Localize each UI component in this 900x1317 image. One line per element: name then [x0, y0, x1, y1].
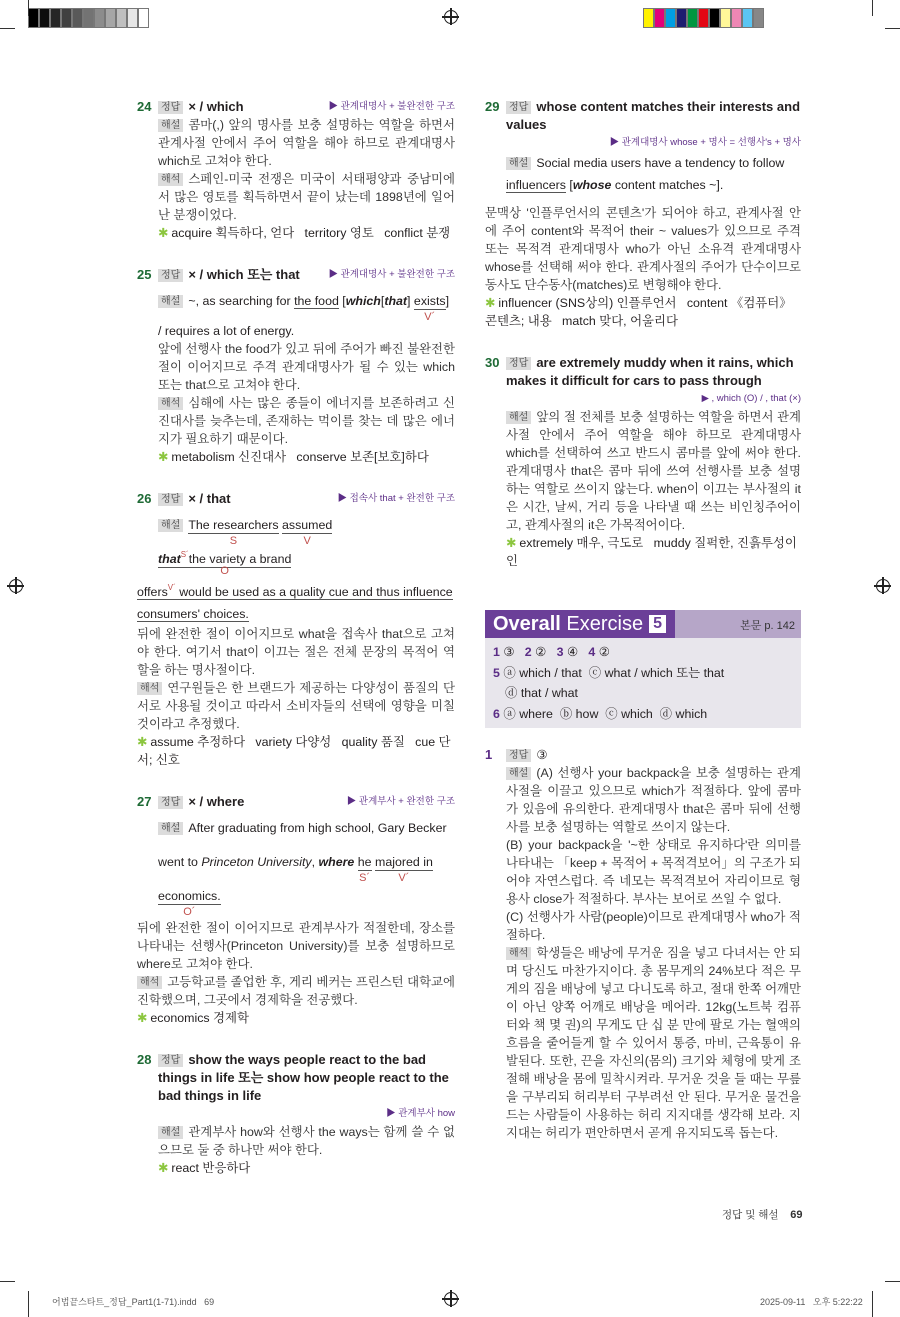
translation: 학생들은 배낭에 무거운 짐을 넣고 다녀서는 안 되며 당신도 마찬가지이다. 총 몸무게의 24%보다 적은 무게의 짐을 배낭에 넣고 다니도록 하고, 절대 한쪽 어깨만이 아닌 양쪽 어깨로 배낭을 메어라. 12kg(노트북 컴퓨터와 책 몇 권)의 무게도 단 십 분 만에 팔로 가는 혈액의 흐름을 줄어들게 할 수 있어서 통증, 마비, 근육통이 유발된다. 또한, 끈을 자신의(몸의) 크기와 체형에 맞게 조절해 배낭을 몸에 밀착시켜라. 무거운 것을 들 때는 무릎을 구부리되 허리부터 구부려선 안 된다. 무거운 물건을 드는 사람들이 사용하는 허리 지지대를 생각해 보라. 지지대는 허리가 편안하면서 곧게 유지되도록 돕는다.: [506, 946, 801, 1140]
sentence-part: Social media users have a tendency to follow: [536, 156, 785, 170]
sentence-continued: / requires a lot of energy.: [158, 324, 295, 338]
vocab-star-icon: ✱: [158, 226, 169, 240]
sentence-part: ~, as searching for: [188, 294, 295, 308]
vocab-star-icon: ✱: [137, 735, 148, 749]
translate-tag: 해석: [506, 947, 531, 960]
exercise-number: 5: [649, 615, 666, 633]
translate-tag: 해석: [158, 173, 183, 186]
crop-mark: [28, 0, 29, 16]
place-name: Princeton University: [201, 855, 312, 869]
translation: 연구원들은 한 브랜드가 제공하는 다양성이 품질의 단서로 사용될 것이고 따라서 소비자들의 선택에 영향을 미칠 것이라고 추정했다.: [137, 681, 455, 731]
explain-tag: 해설: [158, 295, 183, 308]
answer-value: ③: [503, 645, 515, 659]
crop-mark: [0, 1281, 15, 1282]
explanation: 문맥상 '인플루언서의 콘텐츠'가 되어야 하고, 관계사절 안에 주어 content와 목적어 their ~ values가 있으므로 주격 또는 목적격 관계대명사 who가 아닌 소유격 관계대명사 whose를 선택해 써야 한다. 관계사절의 주어가 단수이므로 동사도 단수동사(matches)로 변형해야 한다.: [485, 206, 801, 292]
answer-tag: 정답: [158, 101, 183, 114]
answer-tag: 정답: [506, 357, 531, 370]
explanation: 앞에 선행사 the food가 있고 뒤에 주어가 빠진 불완전한 절이 이어지므로 주격 관계대명사가 될 수 있는 which 또는 that으로 고쳐야 한다.: [158, 342, 455, 392]
vocab-star-icon: ✱: [137, 1011, 148, 1025]
translation: 스페인-미국 전쟁은 미국이 서태평양과 중남미에서 많은 영토를 획득하면서 끝이 났는데 1898년에 일어난 분쟁이었다.: [158, 172, 455, 222]
antecedent-underline: influencers: [506, 178, 566, 192]
answer-item-28: [137, 1051, 455, 1177]
answer-item-30: [485, 354, 801, 570]
subject-underline: [188, 517, 279, 547]
relative-adverb: where: [318, 855, 355, 869]
answer-number: 2: [524, 645, 532, 659]
verb: assumed: [282, 518, 333, 532]
answer-value: ⓐ where ⓑ how ⓒ which ⓓ which: [503, 706, 708, 721]
syntax-label: V´: [398, 872, 410, 884]
grammar-note: ▶ 관계부사 + 완전한 구조: [346, 796, 455, 807]
color-swatch: [83, 8, 94, 28]
vocabulary: extremely 매우, 극도로 muddy 질퍽한, 진흙투성이인: [506, 536, 797, 568]
color-swatch: [720, 8, 731, 28]
answer-text: ③: [536, 748, 548, 762]
conjunction: that: [158, 552, 181, 566]
answer-text: × / which 또는 that: [188, 267, 300, 282]
answer-item-27: [137, 793, 455, 1027]
answer-value: ④: [566, 645, 579, 659]
vocabulary: react 반응하다: [171, 1161, 251, 1175]
registration-mark-icon: [444, 10, 458, 24]
grammar-note: ▶ 관계대명사 + 불완전한 구조: [328, 101, 455, 112]
vocabulary: acquire 획득하다, 얻다 territory 영토 conflict 분쟁: [171, 226, 451, 240]
answer-text: show the ways people react to the bad things in life 또는 show how people react to the bad things in life: [158, 1052, 449, 1103]
translate-tag: 해석: [137, 682, 162, 695]
answer-value: ②: [535, 645, 547, 659]
verb-underline: [413, 293, 446, 323]
vocab-star-icon: ✱: [485, 296, 496, 310]
sentence-part: offers: [137, 585, 168, 599]
vocabulary: influencer (SNS상의) 인플루언서 content 《컴퓨터》 콘텐츠; 내용 match 맞다, 어울리다: [485, 296, 796, 328]
page-number: 69: [790, 1209, 803, 1221]
answer-number: 1: [493, 645, 500, 659]
subject: The researchers: [188, 518, 279, 532]
object-underline: consumers' choices.: [137, 607, 249, 621]
antecedent-underline: the food: [294, 294, 339, 308]
running-footer: [722, 1207, 802, 1222]
explanation-c: (C) 선행사가 사람(people)이므로 관계대명사 who가 적절하다.: [506, 910, 801, 942]
left-column: [137, 98, 455, 1201]
syntax-label: O´: [183, 906, 196, 918]
sentence-part: content matches ~].: [611, 178, 724, 192]
sentence-part: would be used as a quality cue and thus influence: [179, 585, 453, 599]
title-rest: Exercise: [560, 613, 644, 635]
color-swatch: [687, 8, 698, 28]
registration-mark-icon: [876, 579, 890, 593]
color-swatch: [643, 8, 654, 28]
explain-tag: 해설: [506, 411, 531, 424]
color-swatch: [105, 8, 116, 28]
answer-number: 6: [493, 706, 500, 721]
item-number: 26: [137, 491, 152, 506]
verb: majored in: [375, 855, 433, 869]
translation: 심해에 사는 많은 종들이 에너지를 보존하려고 신진대사를 늦추는데, 존재하는 먹이를 찾는 데 많은 에너지가 필요하기 때문이다.: [158, 396, 455, 446]
color-swatch: [28, 8, 39, 28]
vocab-star-icon: ✱: [158, 1161, 169, 1175]
crop-mark: [28, 1291, 29, 1317]
exercise-answer-1: [485, 746, 801, 1142]
vocab-star-icon: ✱: [506, 536, 517, 550]
vocabulary: economics 경제학: [150, 1011, 249, 1025]
grammar-note: ▶ 관계부사 how: [386, 1108, 455, 1119]
color-swatch: [753, 8, 764, 28]
color-swatch: [94, 8, 105, 28]
crop-mark: [872, 0, 873, 16]
object-underline: [158, 547, 292, 577]
grammar-note: ▶ 관계대명사 whose + 명사 = 선행사's + 명사: [609, 137, 801, 148]
answer-tag: 정답: [158, 493, 183, 506]
sentence-part: [: [565, 178, 573, 192]
object-underline: [137, 585, 453, 600]
sentence-part: [: [380, 294, 385, 308]
color-swatch: [698, 8, 709, 28]
answer-item-24: [137, 98, 455, 242]
color-swatch: [742, 8, 753, 28]
answer-text: whose content matches their interests and values: [506, 99, 801, 132]
print-slug: [0, 1267, 900, 1317]
color-swatch: [61, 8, 72, 28]
item-number: 24: [137, 99, 152, 114]
verb: exists: [413, 294, 446, 308]
relative-pronoun: whose: [572, 178, 612, 192]
answer-text: × / which: [188, 99, 244, 114]
color-swatch: [138, 8, 149, 28]
item-number: 1: [485, 747, 493, 762]
object: economics.: [158, 889, 221, 903]
page-footer: [0, 1207, 900, 1247]
explanation: 뒤에 완전한 절이 이어지므로 관계부사가 적절한데, 장소를 나타내는 선행사(Princeton University)를 보충 설명하므로 where로 고쳐야 한다.: [137, 921, 455, 971]
answer-tag: 정답: [158, 1054, 183, 1067]
item-number: 27: [137, 794, 152, 809]
color-swatch: [676, 8, 687, 28]
explain-tag: 해설: [158, 119, 183, 132]
syntax-label: S´: [180, 550, 189, 559]
sentence-part: After graduating from high school, Gary Becker went to: [158, 821, 447, 869]
explain-tag: 해설: [506, 767, 531, 780]
relative-pronoun: that: [384, 294, 408, 308]
explanation: 콤마(,) 앞의 명사를 보충 설명하는 역할을 하면서 관계사절 안에서 주어 역할을 해야 하므로 관계대명사 which로 고쳐야 한다.: [158, 118, 455, 168]
answer-item-29: [485, 98, 801, 330]
sentence-part: the variety a brand: [188, 552, 292, 566]
subject: he: [357, 855, 372, 869]
explanation-a: (A) 선행사 your backpack을 보충 설명하는 관계사절을 이끌고 있으므로 which가 적절하다. 앞에 콤마가 있음에 유의한다. 관계대명사 that은 콤마 뒤에 선행사를 보충 설명하는 역할로 쓰이지 않는다.: [506, 766, 801, 834]
item-number: 30: [485, 355, 500, 370]
item-number: 25: [137, 267, 152, 282]
answer-tag: 정답: [158, 269, 183, 282]
item-number: 29: [485, 99, 500, 114]
color-swatch: [72, 8, 83, 28]
sentence-part: ,: [311, 855, 319, 869]
overall-exercise-box: [485, 610, 801, 728]
answer-tag: 정답: [506, 101, 531, 114]
color-swatch: [50, 8, 61, 28]
crop-mark: [872, 1291, 873, 1317]
slug-timestamp: 2025-09-11 오후 5:22:22: [760, 1297, 863, 1307]
syntax-label: S´: [359, 872, 371, 884]
verb-underline: [282, 517, 333, 547]
object-underline: [158, 888, 221, 918]
grayscale-color-bar: [28, 8, 149, 28]
answer-number: 5: [493, 665, 500, 680]
answer-number: 4: [588, 645, 596, 659]
answer-value: ⓐ which / that ⓒ what / which 또는 that: [503, 665, 725, 680]
answer-text: × / where: [188, 794, 245, 809]
process-color-bar: [643, 8, 764, 28]
sentence-part: [: [338, 294, 346, 308]
relative-pronoun: which: [345, 294, 381, 308]
page-reference: 본문 p. 142: [740, 620, 795, 632]
answer-value: ⓓ that / what: [505, 686, 579, 700]
grammar-note: ▶ , which (O) / , that (×): [701, 393, 801, 404]
crop-mark: [885, 1281, 900, 1282]
color-swatch: [731, 8, 742, 28]
vocabulary: assume 추정하다 variety 다양성 quality 품질 cue 단서; 신호: [137, 735, 451, 767]
answer-tag: 정답: [506, 749, 531, 762]
translate-tag: 해석: [137, 976, 162, 989]
subject-underline: [357, 854, 372, 884]
syntax-label: V´: [167, 583, 176, 592]
title-bold: Overall: [493, 613, 561, 635]
item-number: 28: [137, 1052, 152, 1067]
answer-text: are extremely muddy when it rains, which makes it difficult for cars to pass through: [506, 355, 794, 388]
color-swatch: [116, 8, 127, 28]
color-swatch: [709, 8, 720, 28]
color-swatch: [39, 8, 50, 28]
slug-filename: 어법끝스타트_정답_Part1(1-71).indd 69: [52, 1297, 215, 1307]
registration-mark-icon: [444, 1292, 458, 1306]
explain-tag: 해설: [158, 822, 183, 835]
answer-tag: 정답: [158, 796, 183, 809]
box-header: [485, 610, 801, 638]
syntax-label: S: [229, 535, 238, 547]
vocab-star-icon: ✱: [158, 450, 169, 464]
syntax-label: O: [220, 565, 229, 577]
explain-tag: 해설: [158, 1126, 183, 1139]
color-swatch: [665, 8, 676, 28]
answer-item-25: [137, 266, 455, 466]
syntax-label: V: [303, 535, 311, 547]
explain-tag: 해설: [506, 157, 531, 170]
crop-mark: [0, 28, 15, 29]
answer-number: 3: [556, 645, 564, 659]
color-swatch: [127, 8, 138, 28]
answers-row-1: [493, 642, 793, 663]
answer-text: × / that: [188, 491, 231, 506]
sentence-part: ]: [407, 294, 414, 308]
syntax-label: V´: [424, 311, 436, 323]
right-column: [485, 98, 801, 1166]
vocabulary: metabolism 신진대사 conserve 보존[보호]하다: [171, 450, 429, 464]
explain-tag: 해설: [158, 519, 183, 532]
color-swatch: [654, 8, 665, 28]
answer-item-26: [137, 490, 455, 769]
section-name: 정답 및 해설: [722, 1209, 779, 1221]
sentence-part: ]: [445, 294, 450, 308]
grammar-note: ▶ 접속사 that + 완전한 구조: [337, 493, 455, 504]
grammar-note: ▶ 관계대명사 + 불완전한 구조: [328, 269, 455, 280]
explanation-b: (B) your backpack을 '~한 상태로 유지하다'란 의미를 나타내는 「keep + 목적어 + 목적격보어」의 구조가 되어야 자연스럽다. 즉 네모는 목적격보어 자리이므로 형용사 close가 적절하다. 부사는 보어로 쓰일 수 없다.: [506, 838, 801, 906]
verb-underline: [375, 854, 433, 884]
answer-value: ②: [598, 645, 610, 659]
registration-mark-icon: [9, 579, 23, 593]
box-title: [485, 610, 675, 638]
explanation: 앞의 절 전체를 보충 설명하는 역할을 하면서 관계사절 안에서 주어 역할을 해야 하므로 관계대명사 which를 선택하여 쓰고 반드시 콤마를 앞에 써야 한다. 관계대명사 that은 콤마 뒤에 쓰여 선행사를 보충 설명하는 역할로 쓰이지 않는다. when이 이끄는 부사절의 it은 시간, 날씨, 거리 등을 나타낼 때 쓰는 비인칭주어이고, 관계사절의 it은 가목적어이다.: [506, 410, 801, 532]
translate-tag: 해석: [158, 397, 183, 410]
crop-mark: [885, 28, 900, 29]
explanation: 뒤에 완전한 절이 이어지므로 what을 접속사 that으로 고쳐야 한다. 여기서 that이 이끄는 절은 전체 문장의 목적어 역할을 하는 명사절이다.: [137, 627, 455, 677]
translation: 고등학교를 졸업한 후, 게리 베커는 프린스턴 대학교에 진학했으며, 그곳에서 경제학을 전공했다.: [137, 975, 455, 1007]
explanation: 관계부사 how와 선행사 the ways는 함께 쓸 수 없으므로 둘 중 하나만 써야 한다.: [158, 1125, 455, 1157]
